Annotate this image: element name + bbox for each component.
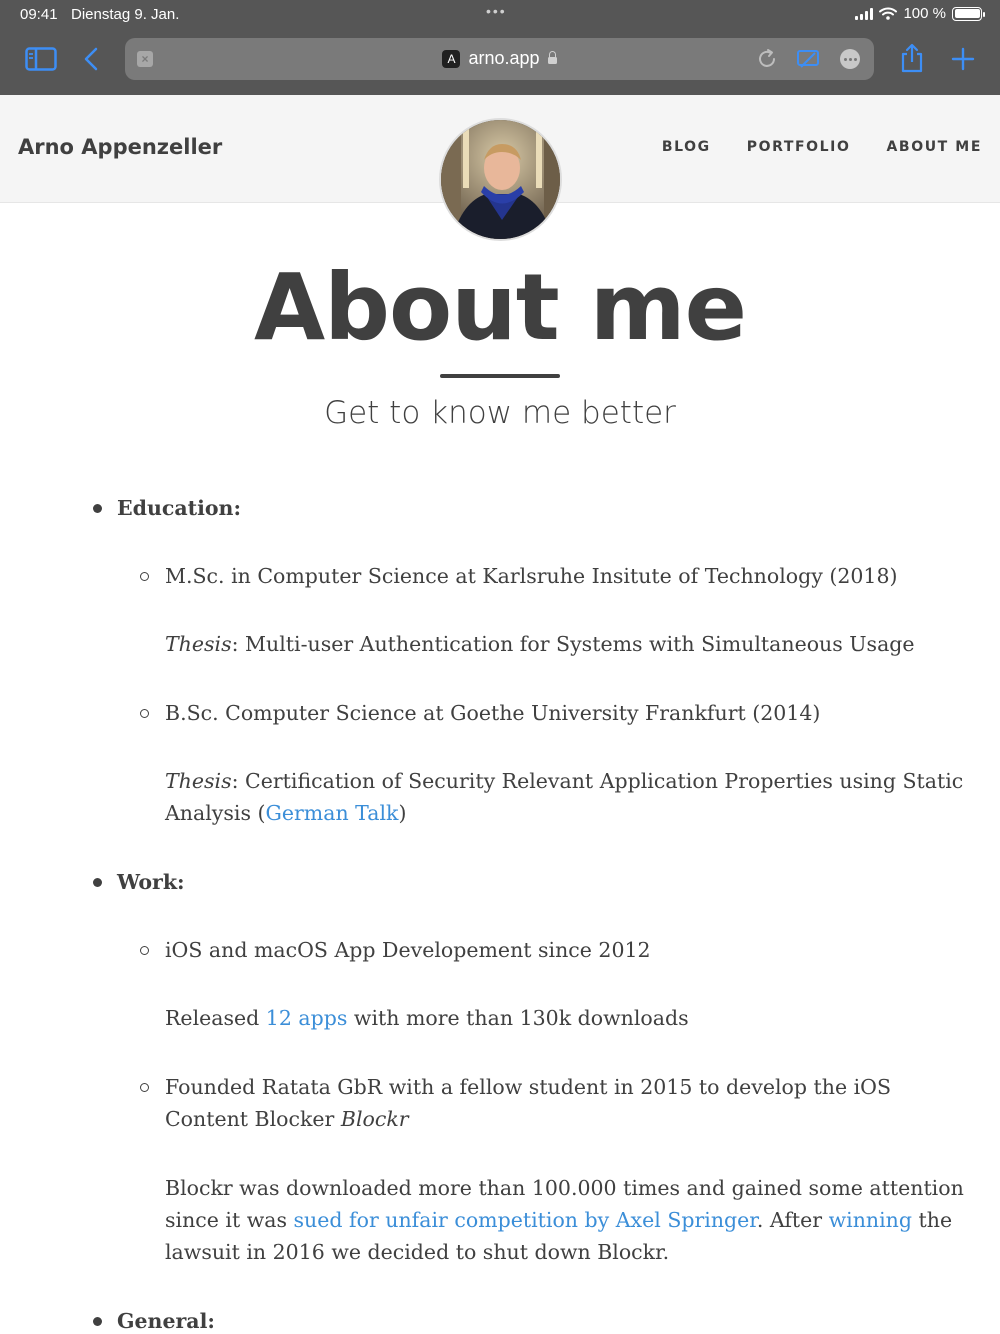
new-tab-plus-icon[interactable] bbox=[950, 46, 976, 72]
nav-blog[interactable]: BLOG bbox=[661, 139, 711, 155]
released-text: Released bbox=[165, 1006, 266, 1030]
wifi-icon bbox=[879, 7, 897, 20]
thesis-text: : Multi-user Authentication for Systems with Simultaneous Usage bbox=[231, 632, 915, 656]
list-item-bsc-thesis-cont bbox=[165, 797, 406, 829]
bullet-circle-icon bbox=[140, 709, 149, 718]
bullet-circle-icon bbox=[140, 1083, 149, 1092]
browser-chrome bbox=[0, 0, 1000, 95]
section-heading-education: Education: bbox=[117, 496, 242, 520]
list-item-ios-dev: iOS and macOS App Developement since 2012 bbox=[165, 938, 651, 962]
thesis-label: Thesis bbox=[165, 632, 232, 656]
list-item-ratata: Founded Ratata GbR with a fellow student in 2015 to develop the iOS bbox=[165, 1075, 892, 1099]
list-item-bsc-thesis bbox=[165, 765, 963, 797]
bullet-disc-icon bbox=[93, 878, 102, 887]
cellular-signal-icon bbox=[855, 8, 873, 20]
multitasking-dots-icon[interactable]: ••• bbox=[486, 3, 507, 19]
status-indicators bbox=[855, 5, 982, 22]
list-item-blockr: Blockr was downloaded more than 100.000 times and gained some attention bbox=[165, 1176, 964, 1200]
reader-aa-icon[interactable]: A bbox=[442, 50, 460, 68]
status-time: 09:41 bbox=[20, 6, 58, 23]
back-chevron-icon[interactable] bbox=[82, 46, 100, 72]
blockr-text: since it was bbox=[165, 1208, 294, 1232]
list-item-blockr-cont bbox=[165, 1204, 952, 1236]
page-title: About me bbox=[253, 254, 747, 361]
reload-icon[interactable] bbox=[756, 48, 778, 74]
avatar[interactable] bbox=[439, 118, 562, 241]
battery-icon bbox=[952, 7, 982, 21]
section-heading-general: General: bbox=[117, 1309, 215, 1333]
nav-about-me[interactable]: ABOUT ME bbox=[886, 139, 982, 155]
german-talk-link[interactable]: German Talk bbox=[265, 801, 399, 825]
bullet-circle-icon bbox=[140, 572, 149, 581]
site-brand-link[interactable]: Arno Appenzeller bbox=[18, 135, 223, 159]
thesis-text-cont: Analysis ( bbox=[165, 801, 266, 825]
list-item-blockr-end: lawsuit in 2016 we decided to shut down Blockr. bbox=[165, 1240, 670, 1264]
nav-portfolio[interactable]: PORTFOLIO bbox=[746, 139, 851, 155]
share-icon[interactable] bbox=[899, 42, 925, 74]
status-date: Dienstag 9. Jan. bbox=[71, 6, 180, 23]
section-heading-work: Work: bbox=[117, 870, 185, 894]
list-item-msc: M.Sc. in Computer Science at Karlsruhe Insitute of Technology (2018) bbox=[165, 564, 898, 588]
status-bar bbox=[0, 5, 1000, 25]
site-nav bbox=[662, 139, 982, 155]
blockr-name: Blockr bbox=[340, 1107, 409, 1131]
ratata-text-cont: Content Blocker bbox=[165, 1107, 341, 1131]
lawsuit-link[interactable]: sued for unfair competition by Axel Springer bbox=[293, 1208, 757, 1232]
url-text[interactable]: arno.app bbox=[468, 48, 540, 68]
list-item-bsc: B.Sc. Computer Science at Goethe University Frankfurt (2014) bbox=[165, 701, 821, 725]
title-divider bbox=[440, 374, 560, 378]
battery-percent: 100 % bbox=[903, 5, 946, 22]
page-subtitle: Get to know me better bbox=[324, 395, 676, 431]
winning-link[interactable]: winning bbox=[828, 1208, 912, 1232]
thesis-label: Thesis bbox=[165, 769, 232, 793]
list-item-released bbox=[165, 1002, 689, 1034]
lock-icon bbox=[548, 57, 557, 64]
sidebar-toggle-icon[interactable] bbox=[25, 46, 57, 72]
thesis-text: : Certification of Security Relevant Application Properties using Static bbox=[231, 769, 964, 793]
apps-link[interactable]: 12 apps bbox=[265, 1006, 348, 1030]
list-item-ratata-cont bbox=[165, 1103, 409, 1135]
blockr-text-end: the bbox=[912, 1208, 953, 1232]
close-tab-icon[interactable]: × bbox=[137, 51, 153, 67]
released-text-cont: with more than 130k downloads bbox=[347, 1006, 689, 1030]
address-bar[interactable] bbox=[125, 38, 874, 80]
screen-mirror-icon[interactable] bbox=[796, 49, 820, 73]
bullet-disc-icon bbox=[93, 1317, 102, 1326]
bullet-disc-icon bbox=[93, 504, 102, 513]
blockr-text-mid: . After bbox=[756, 1208, 829, 1232]
thesis-paren: ) bbox=[398, 801, 407, 825]
list-item-msc-thesis bbox=[165, 628, 915, 660]
bullet-circle-icon bbox=[140, 946, 149, 955]
more-options-icon[interactable] bbox=[840, 49, 860, 69]
